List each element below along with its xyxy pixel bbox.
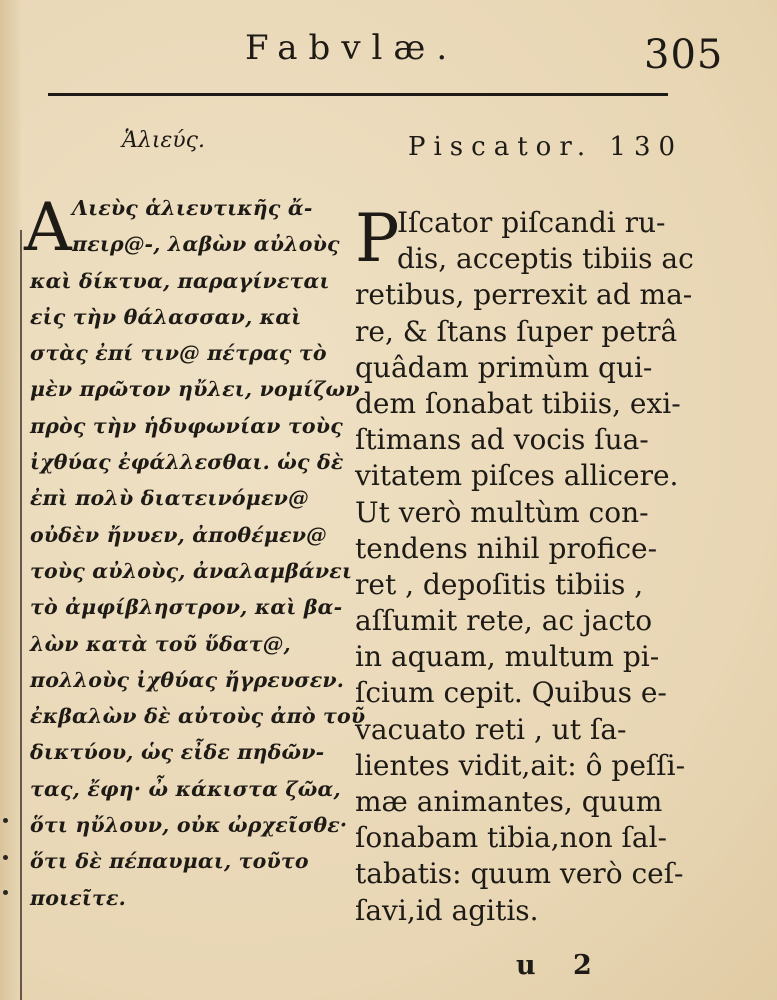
latin-line: ſcium cepit. Quibus e- xyxy=(355,676,667,710)
greek-line: ποιεῖτε. xyxy=(30,885,126,910)
running-head: Fabvlæ. xyxy=(245,28,459,68)
page-number: 305 xyxy=(644,32,724,78)
greek-line: πειρ@-, λαβὼν αὐλοὺς xyxy=(72,232,340,257)
latin-line: ſonabam tibia,non ſal- xyxy=(355,821,667,855)
greek-line: τὸ ἀμφίβληστρον, καὶ βα- xyxy=(30,595,343,620)
greek-line: οὐδὲν ἤνυεν, ἀποθέμεν@ xyxy=(30,522,327,547)
greek-line: δικτύου, ὡς εἶδε πηδῶν- xyxy=(30,740,325,765)
greek-line: πρὸς τὴν ἡδυφωνίαν τοὺς xyxy=(30,413,343,438)
page-edge xyxy=(0,0,22,1000)
greek-line: ἐπὶ πολὺ διατεινόμεν@ xyxy=(30,486,309,511)
latin-line: vitatem piſces allicere. xyxy=(355,459,679,493)
header-rule xyxy=(48,93,668,96)
latin-line: in aquam, multum pi- xyxy=(355,640,660,674)
latin-line: ſavi,id agitis. xyxy=(355,893,539,927)
gutter-rule xyxy=(20,230,22,1000)
greek-line: ἐκβαλὼν δὲ αὐτοὺς ἀπὸ τοῦ xyxy=(30,704,366,729)
greek-line: στὰς ἐπί τιν@ πέτρας τὸ xyxy=(30,341,327,366)
latin-line: ſtimans ad vocis ſua- xyxy=(355,423,649,457)
latin-column xyxy=(355,200,715,929)
greek-line: καὶ δίκτυα, παραγίνεται xyxy=(30,268,330,293)
latin-line: dem ſonabat tibiis, exi- xyxy=(355,386,681,420)
latin-line: vacuato reti , ut ſa- xyxy=(355,712,627,746)
latin-line: ret , depoſitis tibiis , xyxy=(355,567,644,601)
latin-line: retibus, perrexit ad ma- xyxy=(355,278,693,312)
latin-line: tendens nihil profice- xyxy=(355,531,658,565)
latin-line: Iſcator piſcandi ru- xyxy=(397,206,666,239)
latin-line: quâdam primùm qui- xyxy=(355,350,653,384)
greek-line: ἰχθύας ἐφάλλεσθαι. ὡς δὲ xyxy=(30,450,344,475)
latin-drop-cap: P xyxy=(355,200,400,277)
latin-line: re, & ſtans ſuper petrâ xyxy=(355,314,678,348)
greek-column xyxy=(24,189,366,916)
latin-line: Ut verò multùm con- xyxy=(355,495,649,529)
latin-line: lientes vidit,ait: ô peſſi- xyxy=(355,748,686,782)
gutter-mark xyxy=(3,890,8,895)
latin-line: aſſumit rete, ac jacto xyxy=(355,604,653,638)
latin-line: mæ animantes, quum xyxy=(355,785,663,818)
signature-mark: u 2 xyxy=(516,950,606,981)
greek-fable-title: Ἁλιεύς. xyxy=(122,128,205,153)
latin-fable-title: Piscator. 130 xyxy=(408,132,684,162)
latin-line: tabatis: quum verò ceſ- xyxy=(355,857,684,891)
greek-drop-cap: Α xyxy=(24,189,72,266)
greek-line: ὅτι ηὔλουν, οὐκ ὠρχεῖσθε· xyxy=(30,813,348,838)
greek-line: τοὺς αὐλοὺς, ἀναλαμβάνει xyxy=(30,558,353,583)
greek-line: ὅτι δὲ πέπαυμαι, τοῦτο xyxy=(30,849,309,874)
latin-line: dis, acceptis tibiis ac xyxy=(397,242,694,276)
greek-line: μὲν πρῶτον ηὔλει, νομίζων xyxy=(30,377,360,402)
greek-line: Λιεὺς ἁλιευτικῆς ἄ- xyxy=(72,196,313,220)
greek-line: τας, ἔφη· ὦ κάκιστα ζῶα, xyxy=(30,776,341,801)
greek-line: πολλοὺς ἰχθύας ἤγρευσεν. xyxy=(30,667,345,692)
gutter-mark xyxy=(3,818,8,823)
gutter-mark xyxy=(3,855,8,860)
greek-line: λὼν κατὰ τοῦ ὕδατ@, xyxy=(30,631,291,656)
greek-line: εἰς τὴν θάλασσαν, καὶ xyxy=(30,304,302,329)
